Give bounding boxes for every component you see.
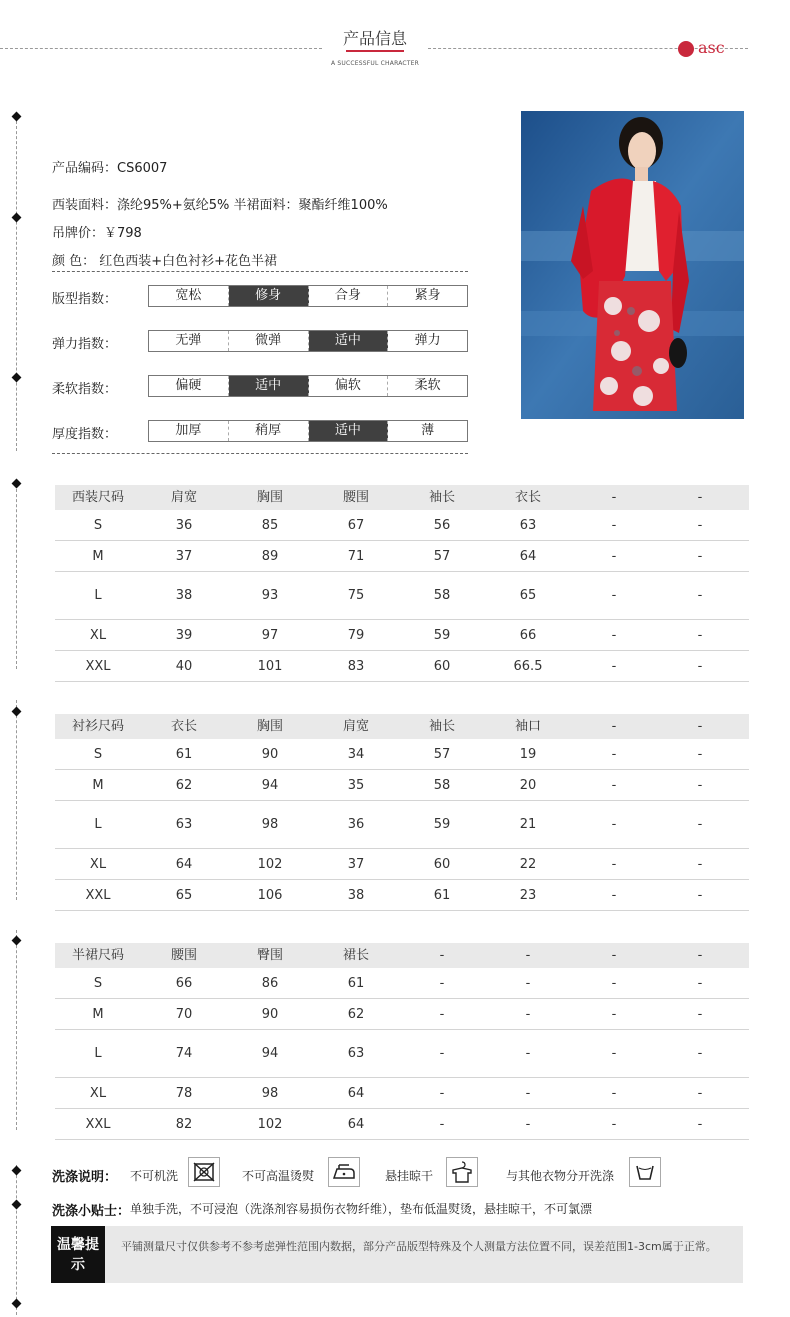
table-cell: 59	[433, 817, 451, 832]
table-cell: 60	[433, 659, 451, 674]
title-underline	[346, 50, 404, 52]
section-line	[16, 116, 17, 451]
table-header-cell: 肩宽	[342, 719, 369, 734]
index-scale	[148, 285, 468, 307]
table-cell: -	[611, 888, 617, 903]
table-row	[55, 541, 749, 572]
care-label: 不可机洗	[130, 1169, 179, 1183]
separate-wash-icon	[629, 1157, 661, 1187]
table-cell: 38	[347, 888, 365, 903]
table-cell: 58	[433, 588, 451, 603]
index-option: 微弹	[229, 331, 309, 351]
wash-tips-text: 单独手洗，不可浸泡（洗涤剂容易损伤衣物纤维），垫布低温熨烫，悬挂晾干，不可氯漂	[130, 1202, 593, 1216]
table-cell: 90	[261, 747, 279, 762]
table-cell: -	[697, 628, 703, 643]
page-title: 产品信息	[342, 29, 407, 48]
table-cell: 60	[433, 857, 451, 872]
index-label: 版型指数：	[52, 292, 118, 307]
table-cell: 66.5	[513, 659, 543, 674]
table-header-cell: 裙长	[342, 948, 369, 963]
index-option: 合身	[309, 286, 389, 306]
table-row	[55, 620, 749, 651]
table-header-cell: -	[611, 719, 617, 734]
table-cell: -	[611, 857, 617, 872]
product-price: 吊牌价：￥798	[52, 226, 142, 241]
product-fabric: 西装面料：涤纶95%+氨纶5% 半裙面料：聚酯纤维100%	[52, 198, 388, 213]
diamond-icon	[12, 373, 22, 383]
table-cell: 36	[175, 518, 193, 533]
table-cell: 62	[347, 1007, 365, 1022]
table-cell: -	[697, 888, 703, 903]
table-cell: S	[93, 747, 103, 762]
low-temp-iron-icon	[328, 1157, 360, 1187]
diamond-icon	[12, 707, 22, 717]
table-row	[55, 801, 749, 849]
table-cell: 78	[175, 1086, 193, 1101]
table-cell: 57	[433, 549, 451, 564]
diamond-icon	[12, 213, 22, 223]
table-cell: 94	[261, 778, 279, 793]
section-line	[16, 700, 17, 900]
table-cell: 102	[257, 1117, 283, 1132]
table-cell: -	[697, 549, 703, 564]
index-scale	[148, 375, 468, 397]
index-option: 偏硬	[149, 376, 229, 396]
info-divider	[52, 271, 468, 272]
table-cell: 59	[433, 628, 451, 643]
table-header-cell: 臀围	[256, 948, 283, 963]
table-cell: 61	[175, 747, 193, 762]
table-cell: 38	[175, 588, 193, 603]
table-header-cell: -	[525, 948, 531, 963]
table-cell: 63	[347, 1046, 365, 1061]
table-cell: 40	[175, 659, 193, 674]
table-cell: -	[697, 588, 703, 603]
table-cell: 65	[519, 588, 537, 603]
table-cell: 58	[433, 778, 451, 793]
table-cell: -	[611, 817, 617, 832]
table-cell: -	[611, 1086, 617, 1101]
table-cell: -	[697, 1086, 703, 1101]
table-cell: -	[697, 1046, 703, 1061]
section-line	[16, 484, 17, 669]
table-cell: 94	[261, 1046, 279, 1061]
table-cell: M	[92, 1007, 104, 1022]
index-option: 无弹	[149, 331, 229, 351]
table-cell: 83	[347, 659, 365, 674]
table-header-cell: 腰围	[170, 948, 197, 963]
table-header-cell: 胸围	[256, 490, 283, 505]
table-row	[55, 1078, 749, 1109]
hang-dry-icon	[446, 1157, 478, 1187]
index-divider	[52, 453, 468, 454]
table-cell: 19	[519, 747, 537, 762]
notice-label: 温馨提示	[51, 1226, 105, 1283]
table-cell: -	[611, 1007, 617, 1022]
table-row	[55, 1109, 749, 1140]
table-cell: XL	[89, 857, 107, 872]
table-header-cell: -	[697, 490, 703, 505]
table-cell: 102	[257, 857, 283, 872]
table-cell: 64	[347, 1117, 365, 1132]
table-cell: 98	[261, 1086, 279, 1101]
diamond-icon	[12, 1200, 22, 1210]
table-cell: 74	[175, 1046, 193, 1061]
index-option: 加厚	[149, 421, 229, 441]
table-cell: 64	[175, 857, 193, 872]
table-cell: 98	[261, 817, 279, 832]
table-cell: -	[525, 976, 531, 991]
diamond-icon	[12, 1166, 22, 1176]
care-label: 与其他衣物分开洗涤	[506, 1169, 615, 1183]
diamond-icon	[12, 479, 22, 489]
table-row	[55, 510, 749, 541]
table-cell: -	[697, 1117, 703, 1132]
table-cell: -	[697, 857, 703, 872]
table-cell: 82	[175, 1117, 193, 1132]
table-cell: 66	[175, 976, 193, 991]
table-cell: -	[611, 976, 617, 991]
header-divider-left	[0, 48, 322, 49]
section-line	[16, 930, 17, 1130]
index-option: 弹力	[414, 333, 441, 348]
table-cell: 20	[519, 778, 537, 793]
care-label: 悬挂晾干	[385, 1169, 434, 1183]
table-cell: -	[611, 1046, 617, 1061]
table-header-cell: 衬衫尺码	[71, 719, 124, 734]
table-cell: -	[525, 1086, 531, 1101]
table-cell: 64	[347, 1086, 365, 1101]
table-row	[55, 739, 749, 770]
diamond-icon	[12, 936, 22, 946]
table-cell: 86	[261, 976, 279, 991]
index-option: 偏软	[309, 376, 389, 396]
table-cell: 22	[519, 857, 537, 872]
table-cell: 56	[433, 518, 451, 533]
table-header-cell: 衣长	[514, 490, 541, 505]
index-label: 弹力指数：	[52, 337, 118, 352]
table-cell: 75	[347, 588, 365, 603]
table-row	[55, 1030, 749, 1078]
section-line	[16, 1165, 17, 1315]
table-header-cell: -	[611, 948, 617, 963]
table-cell: -	[611, 549, 617, 564]
table-header-cell: -	[697, 948, 703, 963]
table-row	[55, 999, 749, 1030]
table-cell: S	[93, 976, 103, 991]
index-scale	[148, 420, 468, 442]
table-cell: -	[611, 778, 617, 793]
table-cell: -	[697, 518, 703, 533]
table-cell: 97	[261, 628, 279, 643]
table-cell: 61	[347, 976, 365, 991]
table-cell: 89	[261, 549, 279, 564]
table-cell: 63	[175, 817, 193, 832]
table-cell: 79	[347, 628, 365, 643]
table-cell: -	[439, 1007, 445, 1022]
index-option-selected: 适中	[309, 331, 389, 351]
table-cell: -	[439, 1117, 445, 1132]
index-label: 厚度指数：	[52, 427, 118, 442]
table-cell: L	[94, 1046, 102, 1061]
table-cell: M	[92, 778, 104, 793]
table-cell: 90	[261, 1007, 279, 1022]
index-option: 紧身	[414, 288, 441, 303]
table-cell: 64	[519, 549, 537, 564]
index-option-selected: 适中	[309, 421, 389, 441]
table-cell: -	[611, 518, 617, 533]
table-cell: 61	[433, 888, 451, 903]
table-header-cell: -	[439, 948, 445, 963]
logo-text: asc	[698, 38, 725, 57]
table-header-cell: 肩宽	[170, 490, 197, 505]
notice-box	[51, 1226, 743, 1283]
table-row	[55, 880, 749, 911]
table-header-cell: 西装尺码	[71, 490, 124, 505]
index-option: 宽松	[149, 286, 229, 306]
table-header-cell: 半裙尺码	[71, 948, 124, 963]
table-header-cell: 袖长	[428, 490, 455, 505]
table-cell: 63	[519, 518, 537, 533]
table-header-row	[55, 714, 749, 739]
table-cell: XXL	[85, 1117, 111, 1132]
table-cell: -	[697, 817, 703, 832]
page-subtitle: A SUCCESSFUL CHARACTER	[330, 60, 420, 67]
table-cell: XL	[89, 628, 107, 643]
table-row	[55, 651, 749, 682]
table-cell: 93	[261, 588, 279, 603]
table-cell: 101	[257, 659, 283, 674]
table-cell: -	[697, 659, 703, 674]
table-cell: 106	[257, 888, 283, 903]
table-cell: L	[94, 817, 102, 832]
care-label: 不可高温烫熨	[242, 1169, 315, 1183]
index-option-selected: 修身	[229, 286, 309, 306]
index-option: 薄	[421, 423, 435, 438]
product-photo	[521, 111, 744, 419]
table-cell: XXL	[85, 659, 111, 674]
table-cell: -	[697, 1007, 703, 1022]
table-cell: M	[92, 549, 104, 564]
table-row	[55, 770, 749, 801]
table-cell: -	[697, 778, 703, 793]
index-scale	[148, 330, 468, 352]
table-cell: -	[697, 747, 703, 762]
table-cell: -	[439, 976, 445, 991]
table-cell: 37	[347, 857, 365, 872]
table-cell: XXL	[85, 888, 111, 903]
table-row	[55, 968, 749, 999]
table-cell: S	[93, 518, 103, 533]
table-cell: -	[439, 1046, 445, 1061]
table-cell: 70	[175, 1007, 193, 1022]
table-cell: 23	[519, 888, 537, 903]
notice-text: 平铺测量尺寸仅供参考不参考虑弹性范围内数据，部分产品版型特殊及个人测量方法位置不同，误差范围1-3cm属于正常。	[121, 1240, 717, 1253]
table-row	[55, 572, 749, 620]
table-cell: L	[94, 588, 102, 603]
table-cell: 36	[347, 817, 365, 832]
product-code: 产品编码：CS6007	[52, 161, 168, 176]
table-cell: -	[697, 976, 703, 991]
table-cell: 57	[433, 747, 451, 762]
table-cell: 62	[175, 778, 193, 793]
table-header-cell: -	[697, 719, 703, 734]
diamond-icon	[12, 1299, 22, 1309]
table-cell: 37	[175, 549, 193, 564]
table-cell: 35	[347, 778, 365, 793]
wash-tips-title: 洗涤小贴士：	[52, 1204, 131, 1219]
table-cell: -	[611, 588, 617, 603]
table-cell: -	[525, 1117, 531, 1132]
table-cell: 71	[347, 549, 365, 564]
table-cell: XL	[89, 1086, 107, 1101]
table-cell: 85	[261, 518, 279, 533]
table-cell: 39	[175, 628, 193, 643]
table-cell: 21	[519, 817, 537, 832]
table-cell: -	[611, 628, 617, 643]
table-cell: -	[611, 1117, 617, 1132]
table-cell: -	[611, 659, 617, 674]
table-cell: -	[439, 1086, 445, 1101]
index-option-selected: 适中	[229, 376, 309, 396]
table-row	[55, 849, 749, 880]
table-header-cell: 胸围	[256, 719, 283, 734]
table-header-cell: 腰围	[342, 490, 369, 505]
no-machine-wash-icon	[188, 1157, 220, 1187]
index-option: 柔软	[414, 378, 441, 393]
table-cell: 65	[175, 888, 193, 903]
index-label: 柔软指数：	[52, 382, 118, 397]
table-cell: -	[525, 1007, 531, 1022]
table-header-cell: -	[611, 490, 617, 505]
table-cell: 67	[347, 518, 365, 533]
table-header-cell: 袖口	[514, 719, 541, 734]
care-title: 洗涤说明：	[52, 1170, 118, 1185]
table-header-row	[55, 943, 749, 968]
diamond-icon	[12, 112, 22, 122]
table-header-row	[55, 485, 749, 510]
index-option: 稍厚	[229, 421, 309, 441]
table-header-cell: 衣长	[170, 719, 197, 734]
logo-mark-icon	[678, 41, 694, 57]
table-cell: 34	[347, 747, 365, 762]
table-header-cell: 袖长	[428, 719, 455, 734]
table-cell: -	[525, 1046, 531, 1061]
table-cell: -	[611, 747, 617, 762]
product-color: 颜 色： 红色西装+白色衬衫+花色半裙	[52, 254, 278, 269]
table-cell: 66	[519, 628, 537, 643]
